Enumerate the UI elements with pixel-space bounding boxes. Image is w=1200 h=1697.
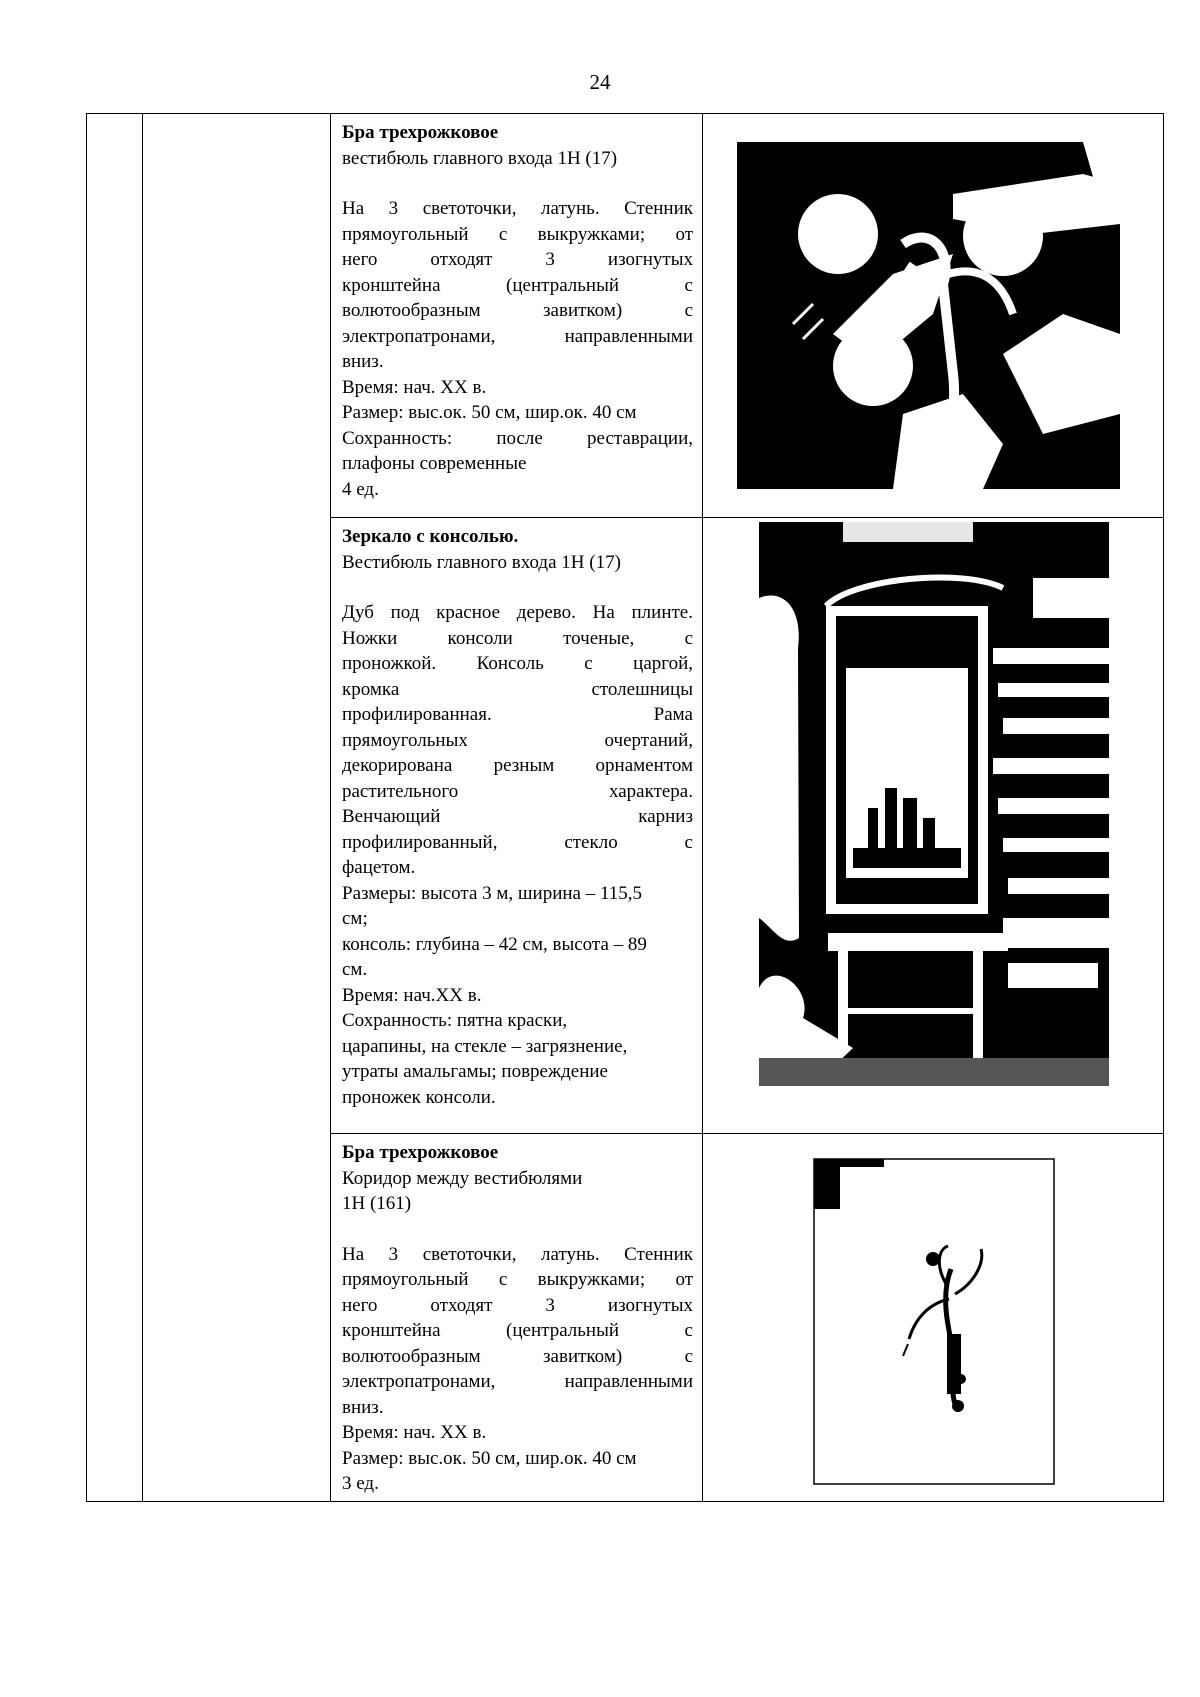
description-line: электропатронами, направленными bbox=[342, 325, 693, 347]
item-location: вестибюль главного входа 1Н (17) bbox=[342, 147, 618, 169]
size-line: см; bbox=[342, 908, 368, 929]
size-line: см. bbox=[342, 959, 368, 980]
description-line: волютообразным завитком) с bbox=[342, 300, 693, 321]
description-line: профилированный, стекло с bbox=[342, 831, 693, 853]
description-line: Дуб под красное дерево. На плинте. bbox=[342, 602, 693, 623]
sconce-photo bbox=[703, 114, 1164, 517]
description-line: профилированная. Рама bbox=[342, 704, 693, 725]
item-size: Размер: выс.ок. 50 см, шир.ок. 40 см bbox=[342, 402, 637, 423]
index-cell bbox=[87, 114, 143, 1502]
description-cell bbox=[331, 518, 703, 1134]
item-title: Зеркало с консолью. bbox=[342, 526, 519, 547]
item-location: Коридор между вестибюлями bbox=[342, 1167, 583, 1189]
description-line: На 3 светоточки, латунь. Стенник bbox=[342, 1243, 693, 1265]
description-line: На 3 светоточки, латунь. Стенник bbox=[342, 198, 693, 219]
description-line: электропатронами, направленными bbox=[342, 1371, 693, 1392]
photo-cell bbox=[703, 518, 1164, 1134]
table-row bbox=[87, 114, 1164, 518]
description-line: Венчающий карниз bbox=[342, 806, 693, 827]
description-line: кромка столешницы bbox=[342, 678, 693, 700]
item-count: 4 ед. bbox=[342, 478, 379, 500]
description-line: вниз. bbox=[342, 1396, 384, 1418]
item-time: Время: нач. ХХ в. bbox=[342, 1422, 487, 1443]
category-cell bbox=[143, 114, 331, 1502]
condition-line: проножек консоли. bbox=[342, 1086, 496, 1108]
photo-cell bbox=[703, 114, 1164, 518]
description-line: прямоугольных очертаний, bbox=[342, 729, 693, 751]
item-title: Бра трехрожковое bbox=[342, 1142, 499, 1163]
inventory-table bbox=[86, 113, 1164, 1502]
item-time: Время: нач. ХХ в. bbox=[342, 376, 487, 398]
description-line: прямоугольный с выкружками; от bbox=[342, 1269, 693, 1290]
item-time: Время: нач.ХХ в. bbox=[342, 984, 482, 1006]
description-line: кронштейна (центральный с bbox=[342, 1320, 693, 1341]
description-line: кронштейна (центральный с bbox=[342, 274, 693, 296]
description-cell bbox=[331, 1134, 703, 1502]
description-line: Ножки консоли точеные, с bbox=[342, 627, 693, 649]
description-line: волютообразным завитком) с bbox=[342, 1345, 693, 1367]
condition-line: Сохранность: после реставрации, bbox=[342, 427, 693, 449]
condition-line: плафоны современные bbox=[342, 453, 527, 474]
item-location: Вестибюль главного входа 1Н (17) bbox=[342, 551, 621, 573]
description-cell bbox=[331, 114, 703, 518]
description-line: растительного характера. bbox=[342, 780, 693, 802]
page-number: 24 bbox=[589, 70, 611, 94]
description-line: фацетом. bbox=[342, 857, 416, 878]
sconce-sketch-photo bbox=[703, 1134, 1164, 1494]
description-line: него отходят 3 изогнутых bbox=[342, 249, 693, 270]
condition-line: Сохранность: пятна краски, bbox=[342, 1010, 568, 1031]
condition-line: царапины, на стекле – загрязнение, bbox=[342, 1035, 628, 1057]
description-line: прямоугольный с выкружками; от bbox=[342, 223, 693, 245]
size-line: консоль: глубина – 42 см, высота – 89 bbox=[342, 933, 647, 955]
description-line: него отходят 3 изогнутых bbox=[342, 1294, 693, 1316]
item-title: Бра трехрожковое bbox=[342, 122, 499, 143]
size-line: Размеры: высота 3 м, ширина – 115,5 bbox=[342, 882, 643, 904]
description-line: декорирована резным орнаментом bbox=[342, 755, 693, 776]
mirror-photo bbox=[703, 518, 1164, 1133]
item-size: Размер: выс.ок. 50 см, шир.ок. 40 см bbox=[342, 1447, 637, 1469]
item-location: 1Н (161) bbox=[342, 1193, 412, 1214]
description-line: вниз. bbox=[342, 351, 384, 372]
condition-line: утраты амальгамы; повреждение bbox=[342, 1061, 608, 1082]
item-count: 3 ед. bbox=[342, 1473, 379, 1494]
photo-cell bbox=[703, 1134, 1164, 1502]
description-line: проножкой. Консоль с царгой, bbox=[342, 653, 693, 674]
